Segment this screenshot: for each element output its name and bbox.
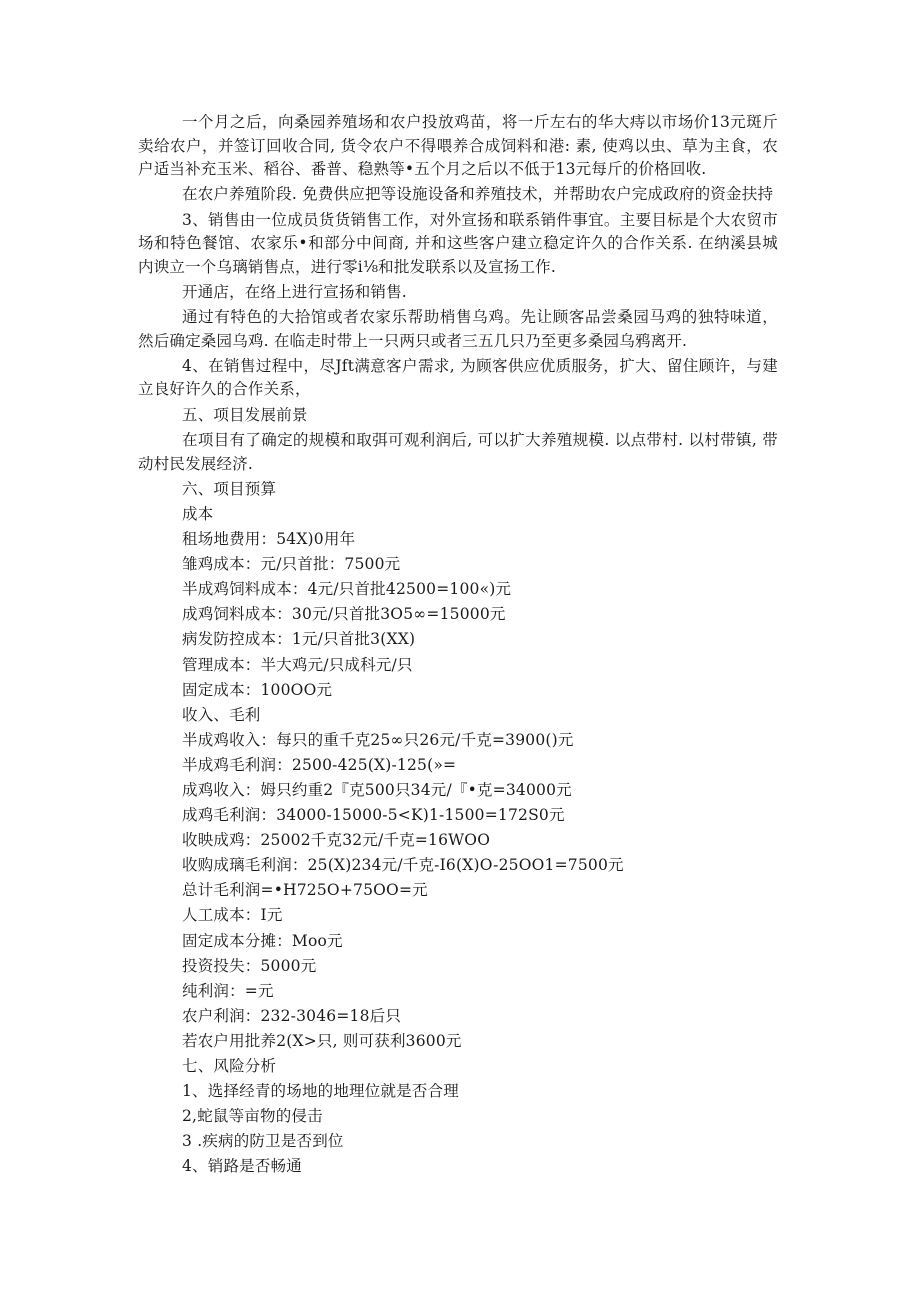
document-body <box>138 111 778 1181</box>
budget-line: 半成鸡饲料成本：4元/只首批42500=100«)元 <box>182 580 512 599</box>
risk-item: 1、选择经青的场地的地理位就是否合理 <box>182 1082 459 1101</box>
paragraph: 通过有特色的大拾馆或者农家乐帮助梢售乌鸡。先让顾客品尝桑园马鸡的独特味道，然后确定桑园乌鸡. 在临走时带上一只两只或者三五几只乃至更多桑园乌鸦离开. <box>138 308 778 350</box>
budget-line: 半成鸡收入：每只的重千克25∞只26元/千克=3900()元 <box>182 730 574 749</box>
budget-line: 固定成本：100OO元 <box>182 680 333 699</box>
risk-item: 2,蛇鼠等亩物的侵击 <box>182 1107 323 1126</box>
risk-item: 4、销路是否畅通 <box>182 1157 302 1176</box>
budget-list <box>138 478 778 1179</box>
section-heading: 六、项目预算 <box>182 479 277 498</box>
paragraph: 开通店，在络上进行宣扬和销售. <box>182 282 407 301</box>
section-heading: 五、项目发展前景 <box>182 405 308 424</box>
section-heading: 七、风险分析 <box>182 1057 277 1076</box>
subheading: 收入、毛利 <box>182 705 261 724</box>
budget-line: 收购成璃毛利润：25(X)234元/千克-I6(X)O-25OO1=7500元 <box>182 856 624 875</box>
paragraph: 3、销售由一位成员货货销售工作，对外宣扬和联系销件事宜。主要目标是个大农贸市场和特色餐馆、农家乐•和部分中间商, 并和这些客户建立稳定许久的合作关系. 在纳溪县城内谀立一个乌璃销售点，进行零i⅛和批发联系以及宣扬工作. <box>138 210 778 276</box>
risk-item: 3 .疾病的防卫是否到位 <box>182 1132 344 1151</box>
budget-line: 半成鸡毛利润：2500-425(X)-125(»= <box>182 755 457 774</box>
budget-line: 租场地费用：54X)0用年 <box>182 530 356 549</box>
paragraph: 4、在销售过程中，尽Jft满意客户需求, 为顾客供应优质服务，扩大、留住顾许，与建立良好许久的合作关系， <box>138 356 778 399</box>
budget-line: 总计毛利润=•H725O+75OO=元 <box>182 881 428 900</box>
paragraph: 在项目有了确定的规模和取弭可观利润后, 可以扩大养殖规模. 以点带村. 以村带镇, 带动村民发展经济. <box>138 431 778 473</box>
budget-line: 固定成本分摊：Moo元 <box>182 931 343 950</box>
budget-line: 成鸡饲料成本：30元/只首批3O5∞=15000元 <box>182 605 506 624</box>
budget-line: 若农户用批养2(X>只, 则可获利3600元 <box>182 1031 462 1050</box>
budget-line: 投资投失：5000元 <box>182 956 317 975</box>
budget-line: 管理成本：半大鸡元/只成科元/只 <box>182 655 413 674</box>
budget-line: 人工成本：I元 <box>182 906 283 925</box>
budget-line: 病发防控成本：1元/只首批3(XX) <box>182 630 416 649</box>
budget-line: 雏鸡成本：元/只首批：7500元 <box>182 555 401 574</box>
paragraph: 一个月之后，向桑园养殖场和农户投放鸡苗，将一斤左右的华大痔以市场价13元斑斤卖给农户，并签订回收合同, 货令农户不得喂养合成饲料和港: 素, 使鸡以虫、草为主食，农户适当补充玉米、稻谷、番普、稳熟等•五个月之后以不低于13元每斤的价格回收. <box>138 113 778 178</box>
budget-line: 成鸡收入：姆只约重2『克500只34元/『•克=34000元 <box>182 781 572 799</box>
budget-line: 成鸡毛利润：34000-15000-5<K)1-1500=172S0元 <box>182 806 565 825</box>
budget-line: 农户利润：232-3046=18后只 <box>182 1006 402 1025</box>
budget-line: 收映成鸡：25002千克32元/千克=16WOO <box>182 831 491 850</box>
subheading: 成本 <box>182 504 214 523</box>
budget-line: 纯利润：=元 <box>182 981 274 1000</box>
paragraph: 在农户养殖阶段. 免费供应把等设施设备和养殖技术，并帮助农户完成政府的资金扶持 <box>182 185 774 204</box>
